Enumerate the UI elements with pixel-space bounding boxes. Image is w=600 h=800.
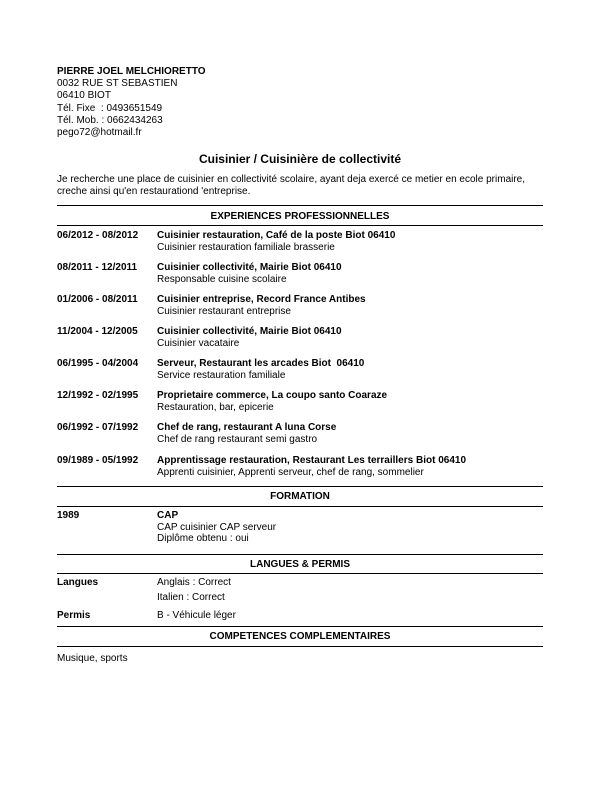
entry-date: 06/1992 - 07/1992 <box>57 422 139 433</box>
formation-date: 1989 <box>57 510 80 521</box>
section-divider <box>57 626 543 627</box>
phone-mobile: Tél. Mob. : 0662434263 <box>57 114 163 126</box>
entry-description: Cuisinier restauration familiale brasserie <box>157 241 335 253</box>
formation-title: CAP <box>157 510 179 521</box>
entry-description: Restauration, bar, epicerie <box>157 401 274 413</box>
entry-title: Cuisinier collectivité, Mairie Biot 06410 <box>157 262 342 273</box>
entry-title: Serveur, Restaurant les arcades Biot 06410 <box>157 358 365 369</box>
permis-label: Permis <box>57 610 91 621</box>
email: pego72@hotmail.fr <box>57 127 142 139</box>
entry-title: Proprietaire commerce, La coupo santo Coaraze <box>157 390 388 401</box>
permis-value: B - Véhicule léger <box>157 610 236 621</box>
section-divider <box>57 646 543 647</box>
section-divider <box>57 554 543 555</box>
address-line-2: 06410 BIOT <box>57 90 111 102</box>
objective-text: Je recherche une place de cuisinier en collectivité scolaire, ayant deja exercé ce metier en ecole primaire, creche ainsi qu'en restaurationd 'entreprise. <box>57 174 526 197</box>
entry-description: Service restauration familiale <box>157 369 286 381</box>
entry-title: Cuisinier entreprise, Record France Antibes <box>157 294 366 305</box>
section-divider <box>57 573 543 574</box>
entry-title: Cuisinier restauration, Café de la poste Biot 06410 <box>157 230 396 241</box>
entry-date: 06/2012 - 08/2012 <box>57 230 139 241</box>
formation-heading: FORMATION <box>270 491 330 502</box>
language-english: Anglais : Correct <box>157 577 231 588</box>
entry-date: 11/2004 - 12/2005 <box>57 326 138 337</box>
experience-heading: EXPERIENCES PROFESSIONNELLES <box>210 211 390 222</box>
entry-title: Chef de rang, restaurant A luna Corse <box>157 422 337 433</box>
entry-date: 06/1995 - 04/2004 <box>57 358 139 369</box>
langues-label: Langues <box>57 577 99 588</box>
entry-title: Apprentissage restauration, Restaurant Les terraillers Biot 06410 <box>157 455 467 466</box>
section-divider <box>57 486 543 487</box>
entry-description: Chef de rang restaurant semi gastro <box>157 433 318 445</box>
entry-date: 12/1992 - 02/1995 <box>57 390 139 401</box>
entry-description: Apprenti cuisinier, Apprenti serveur, chef de rang, sommelier <box>157 466 424 478</box>
candidate-name: PIERRE JOEL MELCHIORETTO <box>57 66 206 77</box>
entry-title: Cuisinier collectivité, Mairie Biot 06410 <box>157 326 342 337</box>
language-italian: Italien : Correct <box>157 592 225 603</box>
section-divider <box>57 205 543 206</box>
section-divider <box>57 225 543 226</box>
entry-description: Cuisinier restaurant entreprise <box>157 305 291 317</box>
entry-date: 09/1989 - 05/1992 <box>57 455 139 466</box>
formation-detail: CAP cuisinier CAP serveur <box>157 521 277 533</box>
entry-description: Cuisinier vacataire <box>157 337 240 349</box>
competences-text: Musique, sports <box>57 653 128 664</box>
job-title: Cuisinier / Cuisinière de collectivité <box>198 152 402 166</box>
entry-date: 01/2006 - 08/2011 <box>57 294 138 305</box>
contact-block <box>57 66 206 139</box>
phone-fixe: Tél. Fixe : 0493651549 <box>57 102 163 114</box>
langues-heading: LANGUES & PERMIS <box>249 559 350 570</box>
section-divider <box>57 506 543 507</box>
competences-heading: COMPETENCES COMPLEMENTAIRES <box>209 631 391 642</box>
entry-description: Responsable cuisine scolaire <box>157 273 287 285</box>
address-line-1: 0032 RUE ST SEBASTIEN <box>57 78 178 90</box>
formation-status: Diplôme obtenu : oui <box>157 533 249 544</box>
entry-date: 08/2011 - 12/2011 <box>57 262 138 273</box>
